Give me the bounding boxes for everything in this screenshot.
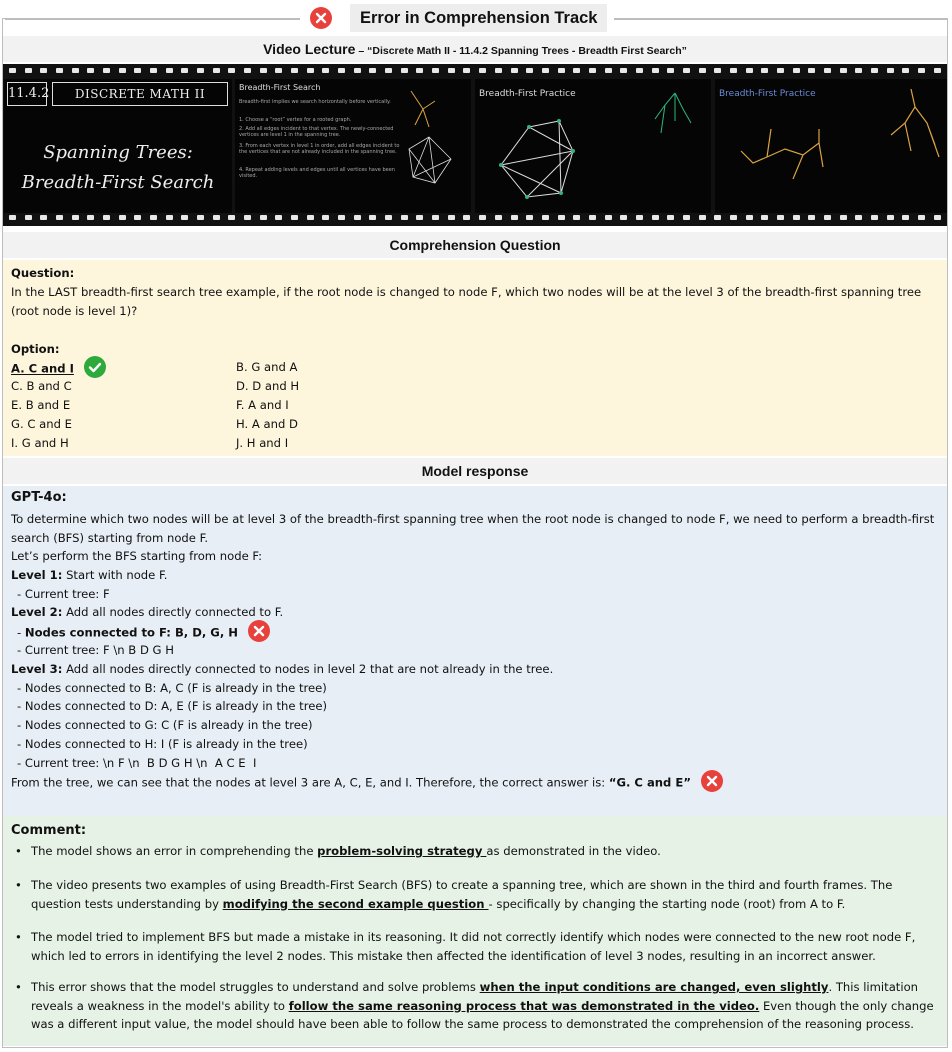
level-3-text: Add all nodes directly connected to nodes in level 2 that are not already in the tree. xyxy=(62,662,554,676)
level-1-text: Start with node F. xyxy=(62,568,168,582)
model-response-bar xyxy=(3,458,947,484)
model-response-title: Model response xyxy=(421,463,529,479)
video-frame-1 xyxy=(4,79,232,213)
comment-bullet-4 xyxy=(11,978,941,1034)
comment-bullet-3: • The model tried to implement BFS but made a mistake in its reasoning. It did not correctly identify which nodes were connected to the new root node F, which led to errors in identifying the level 2 nodes. This mistake then affected the identification of level 3 nodes, resulting in an incorrect answer. xyxy=(11,928,941,965)
b4-pre: This error shows that the model struggles to understand and solve problems xyxy=(31,980,480,994)
level-3-line xyxy=(11,660,553,679)
b4-mid: . This limitation reveals a weakness in the model's ability to xyxy=(31,980,919,1013)
frame4-title: Breadth-First Practice xyxy=(719,89,816,99)
level-3-label: Level 3: xyxy=(11,662,63,676)
frame1-title-line1: Spanning Trees: xyxy=(43,142,193,163)
video-frame-2 xyxy=(235,79,471,213)
level-1-line xyxy=(11,566,167,585)
option-i: I. G and H xyxy=(11,436,69,450)
level-3-tree: - Current tree: \n F \n B D G H \n A C E I xyxy=(17,756,257,770)
question-text: In the LAST breadth-first search tree example, if the root node is changed to node F, which two nodes will be at the level 3 of the breadth-first spanning tree (root node is level 1)? xyxy=(11,285,922,318)
b4-post: Even though the only change was a different input value, the model should have been able to follow the same process to demonstrated the comprehension of the reasoning process. xyxy=(31,998,934,1032)
option-b: B. G and A xyxy=(236,360,298,374)
option-c: C. B and C xyxy=(11,379,72,393)
video-frame-4 xyxy=(715,79,947,213)
lecture-number: 11.4.2 xyxy=(7,82,47,106)
response-conclusion-line xyxy=(11,772,723,794)
option-d: D. D and H xyxy=(236,379,300,393)
level-3-b: - Nodes connected to B: A, C (F is already in the tree) xyxy=(17,681,327,695)
video-subtitle: “Discrete Math II - 11.4.2 Spanning Trees - Breadth First Search” xyxy=(367,45,687,57)
level-3-h: - Nodes connected to H: I (F is already in the tree) xyxy=(17,737,308,751)
comment-bullet-1 xyxy=(11,842,941,861)
level-2-nodes: Nodes connected to F: B, D, G, H xyxy=(24,625,238,640)
b2-pre: The video presents two examples of using Breadth-First Search (BFS) to create a spanning tree, which are shown in the third and fourth frames. The question tests understanding by xyxy=(31,878,893,911)
correct-option: A. C and I xyxy=(11,361,74,376)
frame2-step-1: 1. Choose a “root” vertex for a rooted graph. xyxy=(239,117,352,123)
video-frame-3 xyxy=(475,79,711,213)
option-j: J. H and I xyxy=(236,436,289,450)
response-conclusion: From the tree, we can see that the nodes at level 3 are A, C, E, and I. Therefore, the correct answer is: xyxy=(11,775,609,790)
b1-pre: The model shows an error in comprehending the xyxy=(31,844,318,858)
level-1-tree: - Current tree: F xyxy=(17,587,110,601)
response-intro: To determine which two nodes will be at level 3 of the breadth-first spanning tree when the root node is changed to node F, we need to perform a breadth-first search (BFS) starting from node F. xyxy=(11,512,935,545)
level-2-tree: - Current tree: F \n B D G H xyxy=(17,643,174,657)
error-x-icon xyxy=(701,770,723,792)
frame2-step-4: 4. Repeat adding levels and edges until all vertices have been visited. xyxy=(239,167,395,179)
comprehension-question-title: Comprehension Question xyxy=(389,237,561,253)
frame2-intro: Breadth-first implies we search horizontally before vertically. xyxy=(239,99,391,105)
frame2-title: Breadth-First Search xyxy=(239,83,321,92)
model-answer: “G. C and E” xyxy=(608,775,691,790)
question-panel xyxy=(3,260,947,456)
video-dash: – xyxy=(355,45,368,57)
level-3-d: - Nodes connected to D: A, E (F is already in the tree) xyxy=(17,699,328,713)
frame3-graph-drawing xyxy=(475,79,711,213)
frame1-title-line2: Breadth-First Search xyxy=(21,172,215,193)
comment-label: Comment: xyxy=(11,823,87,838)
response-panel xyxy=(3,486,947,816)
video-lecture-bar xyxy=(3,36,947,62)
level-1-label: Level 1: xyxy=(11,568,63,582)
level-2-text: Add all nodes directly connected to F. xyxy=(62,605,284,619)
frame3-title: Breadth-First Practice xyxy=(479,89,576,99)
option-g: G. C and E xyxy=(11,417,72,431)
level-2-label: Level 2: xyxy=(11,605,63,619)
option-e: E. B and E xyxy=(11,398,71,412)
check-icon xyxy=(84,356,106,378)
film-holes-top xyxy=(9,68,941,75)
course-name: DISCRETE MATH II xyxy=(52,82,228,106)
figure-title: Error in Comprehension Track xyxy=(350,4,607,32)
b4-emphasis-2: follow the same reasoning process that was demonstrated in the video. xyxy=(288,998,760,1013)
level-2-line xyxy=(11,603,283,622)
frame2-step-3: 3. From each vertex in level 1 in order, add all edges incident to the vertices that are not already included in the spanning tree. xyxy=(239,143,400,155)
error-x-icon xyxy=(248,620,270,642)
video-lecture-label: Video Lecture xyxy=(263,41,356,57)
level-2-dash: - xyxy=(17,625,25,640)
b1-emphasis: problem-solving strategy xyxy=(317,844,487,858)
b4-emphasis-1: when the input conditions are changed, even slightly xyxy=(479,980,829,994)
figure-header xyxy=(0,4,952,32)
frame2-step-2: 2. Add all edges incident to that vertex. The newly-connected vertices are level 1 in the spanning tree. xyxy=(239,126,394,138)
level-3-g: - Nodes connected to G: C (F is already in the tree) xyxy=(17,718,313,732)
b2-post: - specifically by changing the starting node (root) from A to F. xyxy=(488,896,846,911)
error-x-icon xyxy=(310,7,332,29)
comprehension-question-bar xyxy=(3,232,947,258)
question-label: Question: xyxy=(11,266,75,280)
option-h: H. A and D xyxy=(236,417,298,431)
film-holes-bottom xyxy=(9,215,941,222)
frame4-graph-drawing xyxy=(715,79,947,213)
video-filmstrip xyxy=(3,64,947,226)
b2-emphasis: modifying the second example question xyxy=(222,896,489,911)
comment-bullet-2 xyxy=(11,876,941,913)
model-name: GPT-4o: xyxy=(11,490,67,505)
b1-post: as demonstrated in the video. xyxy=(486,844,661,858)
response-lets: Let’s perform the BFS starting from node F: xyxy=(11,549,263,563)
frame2-graph-drawing xyxy=(395,79,471,213)
option-f: F. A and I xyxy=(236,398,289,412)
option-label: Option: xyxy=(11,342,60,356)
comment-panel xyxy=(3,816,947,1046)
